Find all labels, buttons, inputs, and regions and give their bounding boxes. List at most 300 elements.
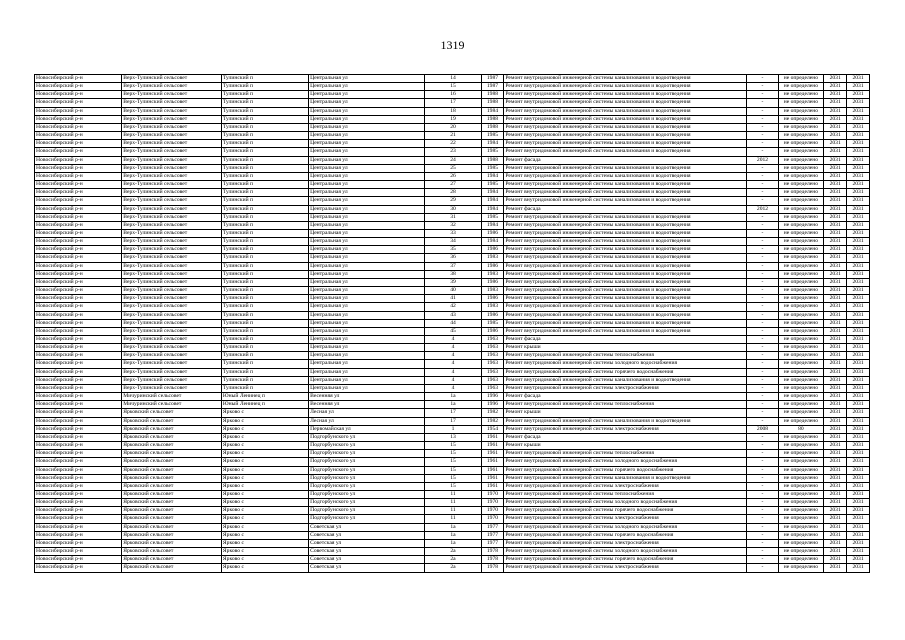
settlement-council-cell: Ярковский сельсовет [122,466,222,474]
repair-work-type-cell: Ремонт внутридомовой инженерной системы канализования и водоотведения [504,246,747,254]
locality-cell: Тулинский п [221,221,308,229]
plan-year-end-cell: 2031 [847,336,870,344]
last-repair-year-cell: - [747,368,778,376]
repair-work-type-cell: Ремонт внутридомовой инженерной системы холодного водоснабжения [504,360,747,368]
plan-year-start-cell: 2031 [824,164,847,172]
plan-year-start-cell: 2031 [824,238,847,246]
locality-cell: Тулинский п [221,156,308,164]
build-year-cell: 1984 [481,189,504,197]
settlement-council-cell: Верх-Тулинский сельсовет [122,164,222,172]
table-row [35,246,870,254]
street-cell: Советская ул [309,523,425,531]
settlement-council-cell: Верх-Тулинский сельсовет [122,172,222,180]
plan-year-end-cell: 2031 [847,172,870,180]
repair-work-type-cell: Ремонт внутридомовой инженерной системы канализования и водоотведения [504,295,747,303]
last-repair-year-cell: - [747,164,778,172]
wear-percent-cell: не определено [778,181,824,189]
build-year-cell: 1961 [481,474,504,482]
last-repair-year-cell: - [747,238,778,246]
wear-percent-cell: не определено [778,458,824,466]
plan-year-end-cell: 2031 [847,433,870,441]
plan-year-start-cell: 2031 [824,474,847,482]
build-year-cell: 1985 [481,181,504,189]
last-repair-year-cell: - [747,270,778,278]
repair-work-type-cell: Ремонт внутридомовой инженерной системы теплоснабжения [504,352,747,360]
district-cell: Новосибирский р-н [35,181,122,189]
locality-cell: Ярково с [221,474,308,482]
repair-work-type-cell: Ремонт внутридомовой инженерной системы канализования и водоотведения [504,213,747,221]
house-number-cell: 4 [425,360,481,368]
plan-year-end-cell: 2031 [847,327,870,335]
locality-cell: Тулинский п [221,123,308,131]
wear-percent-cell: не определено [778,539,824,547]
street-cell: Центральная ул [309,246,425,254]
last-repair-year-cell: - [747,172,778,180]
last-repair-year-cell: - [747,450,778,458]
street-cell: Советская ул [309,556,425,564]
plan-year-start-cell: 2031 [824,344,847,352]
house-number-cell: 1а [425,539,481,547]
street-cell: Центральная ул [309,287,425,295]
last-repair-year-cell: - [747,287,778,295]
table-row [35,181,870,189]
house-number-cell: 37 [425,262,481,270]
street-cell: Подгорбунского ул [309,490,425,498]
last-repair-year-cell: - [747,393,778,401]
build-year-cell: 1983 [481,303,504,311]
wear-percent-cell: не определено [778,221,824,229]
build-year-cell: 1984 [481,140,504,148]
settlement-council-cell: Верх-Тулинский сельсовет [122,278,222,286]
street-cell: Центральная ул [309,75,425,83]
repair-work-type-cell: Ремонт внутридомовой инженерной системы канализования и водоотведения [504,115,747,123]
plan-year-start-cell: 2031 [824,91,847,99]
settlement-council-cell: Верх-Тулинский сельсовет [122,376,222,384]
district-cell: Новосибирский р-н [35,148,122,156]
locality-cell: Тулинский п [221,99,308,107]
repair-work-type-cell: Ремонт внутридомовой инженерной системы канализования и водоотведения [504,132,747,140]
district-cell: Новосибирский р-н [35,433,122,441]
settlement-council-cell: Верх-Тулинский сельсовет [122,295,222,303]
last-repair-year-cell: - [747,490,778,498]
wear-percent-cell: не определено [778,262,824,270]
locality-cell: Тулинский п [221,270,308,278]
district-cell: Новосибирский р-н [35,197,122,205]
street-cell: Центральная ул [309,262,425,270]
house-number-cell: 28 [425,189,481,197]
locality-cell: Тулинский п [221,344,308,352]
plan-year-start-cell: 2031 [824,181,847,189]
street-cell: Центральная ул [309,197,425,205]
last-repair-year-cell: - [747,352,778,360]
build-year-cell: 1961 [481,458,504,466]
house-number-cell: 16 [425,91,481,99]
district-cell: Новосибирский р-н [35,189,122,197]
last-repair-year-cell: - [747,197,778,205]
district-cell: Новосибирский р-н [35,254,122,262]
locality-cell: Ярково с [221,458,308,466]
locality-cell: Тулинский п [221,164,308,172]
district-cell: Новосибирский р-н [35,303,122,311]
repair-work-type-cell: Ремонт фасада [504,205,747,213]
settlement-council-cell: Ярковский сельсовет [122,564,222,572]
build-year-cell: 1954 [481,425,504,433]
table-row [35,531,870,539]
district-cell: Новосибирский р-н [35,213,122,221]
repair-work-type-cell: Ремонт внутридомовой инженерной системы электроснабжения [504,384,747,392]
plan-year-end-cell: 2031 [847,123,870,131]
last-repair-year-cell: - [747,409,778,417]
build-year-cell: 1977 [481,531,504,539]
locality-cell: Ярково с [221,450,308,458]
district-cell: Новосибирский р-н [35,499,122,507]
last-repair-year-cell: - [747,433,778,441]
plan-year-start-cell: 2031 [824,556,847,564]
house-number-cell: 25 [425,164,481,172]
house-number-cell: 21 [425,132,481,140]
plan-year-end-cell: 2031 [847,376,870,384]
repair-work-type-cell: Ремонт крыши [504,409,747,417]
repair-work-type-cell: Ремонт внутридомовой инженерной системы холодного водоснабжения [504,458,747,466]
table-row [35,295,870,303]
settlement-council-cell: Ярковский сельсовет [122,442,222,450]
repair-work-type-cell: Ремонт внутридомовой инженерной системы канализования и водоотведения [504,327,747,335]
district-cell: Новосибирский р-н [35,515,122,523]
build-year-cell: 1983 [481,287,504,295]
district-cell: Новосибирский р-н [35,376,122,384]
settlement-council-cell: Ярковский сельсовет [122,507,222,515]
house-number-cell: 34 [425,238,481,246]
plan-year-start-cell: 2031 [824,115,847,123]
last-repair-year-cell: - [747,75,778,83]
plan-year-start-cell: 2031 [824,156,847,164]
street-cell: Центральная ул [309,83,425,91]
wear-percent-cell: не определено [778,107,824,115]
build-year-cell: 1988 [481,115,504,123]
settlement-council-cell: Ярковский сельсовет [122,531,222,539]
build-year-cell: 1984 [481,107,504,115]
wear-percent-cell: не определено [778,197,824,205]
last-repair-year-cell: - [747,132,778,140]
district-cell: Новосибирский р-н [35,393,122,401]
street-cell: Центральная ул [309,221,425,229]
table-row [35,417,870,425]
plan-year-end-cell: 2031 [847,450,870,458]
table-row [35,303,870,311]
settlement-council-cell: Верх-Тулинский сельсовет [122,270,222,278]
house-number-cell: 23 [425,148,481,156]
last-repair-year-cell: - [747,360,778,368]
locality-cell: Тулинский п [221,205,308,213]
plan-year-start-cell: 2031 [824,409,847,417]
house-number-cell: 1а [425,401,481,409]
table-row [35,132,870,140]
table-row [35,393,870,401]
wear-percent-cell: не определено [778,466,824,474]
capital-repair-register-table [34,74,870,573]
last-repair-year-cell: - [747,83,778,91]
street-cell: Центральная ул [309,376,425,384]
district-cell: Новосибирский р-н [35,523,122,531]
street-cell: Центральная ул [309,344,425,352]
street-cell: Подгорбунского ул [309,507,425,515]
district-cell: Новосибирский р-н [35,531,122,539]
plan-year-end-cell: 2031 [847,499,870,507]
wear-percent-cell: не определено [778,295,824,303]
settlement-council-cell: Верх-Тулинский сельсовет [122,132,222,140]
wear-percent-cell: не определено [778,393,824,401]
locality-cell: Тулинский п [221,181,308,189]
locality-cell: Тулинский п [221,107,308,115]
repair-work-type-cell: Ремонт внутридомовой инженерной системы горячего водоснабжения [504,556,747,564]
repair-work-type-cell: Ремонт внутридомовой инженерной системы канализования и водоотведения [504,376,747,384]
house-number-cell: 2а [425,556,481,564]
street-cell: Центральная ул [309,140,425,148]
house-number-cell: 38 [425,270,481,278]
street-cell: Центральная ул [309,123,425,131]
repair-work-type-cell: Ремонт внутридомовой инженерной системы канализования и водоотведения [504,238,747,246]
table-row [35,205,870,213]
plan-year-end-cell: 2031 [847,303,870,311]
table-row [35,368,870,376]
district-cell: Новосибирский р-н [35,270,122,278]
repair-work-type-cell: Ремонт внутридомовой инженерной системы канализования и водоотведения [504,172,747,180]
wear-percent-cell: не определено [778,319,824,327]
last-repair-year-cell: - [747,311,778,319]
street-cell: Подгорбунского ул [309,458,425,466]
plan-year-start-cell: 2031 [824,548,847,556]
wear-percent-cell: не определено [778,327,824,335]
plan-year-start-cell: 2031 [824,352,847,360]
last-repair-year-cell: - [747,482,778,490]
street-cell: Центральная ул [309,311,425,319]
locality-cell: Тулинский п [221,360,308,368]
plan-year-start-cell: 2031 [824,107,847,115]
house-number-cell: 4 [425,336,481,344]
locality-cell: Тулинский п [221,75,308,83]
repair-work-type-cell: Ремонт внутридомовой инженерной системы канализования и водоотведения [504,123,747,131]
wear-percent-cell: не определено [778,254,824,262]
plan-year-end-cell: 2031 [847,238,870,246]
house-number-cell: 18 [425,107,481,115]
repair-work-type-cell: Ремонт внутридомовой инженерной системы канализования и водоотведения [504,75,747,83]
plan-year-end-cell: 2031 [847,164,870,172]
last-repair-year-cell: - [747,401,778,409]
last-repair-year-cell: - [747,246,778,254]
repair-work-type-cell: Ремонт внутридомовой инженерной системы холодного водоснабжения [504,499,747,507]
build-year-cell: 1984 [481,238,504,246]
build-year-cell: 1984 [481,221,504,229]
settlement-council-cell: Ярковский сельсовет [122,548,222,556]
table-row [35,107,870,115]
street-cell: Подгорбунского ул [309,474,425,482]
plan-year-end-cell: 2031 [847,262,870,270]
locality-cell: Тулинский п [221,140,308,148]
plan-year-start-cell: 2031 [824,140,847,148]
street-cell: Лесная ул [309,417,425,425]
district-cell: Новосибирский р-н [35,548,122,556]
build-year-cell: 1970 [481,490,504,498]
plan-year-end-cell: 2031 [847,287,870,295]
table-row [35,148,870,156]
locality-cell: Ярково с [221,417,308,425]
district-cell: Новосибирский р-н [35,140,122,148]
locality-cell: Тулинский п [221,262,308,270]
house-number-cell: 1а [425,393,481,401]
house-number-cell: 45 [425,327,481,335]
locality-cell: Ярково с [221,556,308,564]
street-cell: Центральная ул [309,156,425,164]
street-cell: Центральная ул [309,254,425,262]
table-row [35,99,870,107]
house-number-cell: 17 [425,99,481,107]
street-cell: Советская ул [309,531,425,539]
plan-year-end-cell: 2031 [847,368,870,376]
settlement-council-cell: Верх-Тулинский сельсовет [122,123,222,131]
district-cell: Новосибирский р-н [35,164,122,172]
table-row [35,450,870,458]
plan-year-start-cell: 2031 [824,564,847,572]
wear-percent-cell: не определено [778,523,824,531]
table-row [35,539,870,547]
wear-percent-cell: не определено [778,450,824,458]
build-year-cell: 1986 [481,327,504,335]
plan-year-end-cell: 2031 [847,115,870,123]
build-year-cell: 1970 [481,499,504,507]
build-year-cell: 1978 [481,564,504,572]
wear-percent-cell: не определено [778,123,824,131]
table-row [35,433,870,441]
repair-work-type-cell: Ремонт внутридомовой инженерной системы теплоснабжения [504,490,747,498]
district-cell: Новосибирский р-н [35,295,122,303]
build-year-cell: 1996 [481,401,504,409]
house-number-cell: 42 [425,303,481,311]
wear-percent-cell: не определено [778,384,824,392]
wear-percent-cell: не определено [778,238,824,246]
table-row [35,548,870,556]
last-repair-year-cell: - [747,458,778,466]
build-year-cell: 1963 [481,352,504,360]
last-repair-year-cell: 2012 [747,205,778,213]
district-cell: Новосибирский р-н [35,442,122,450]
plan-year-end-cell: 2031 [847,311,870,319]
house-number-cell: 19 [425,115,481,123]
settlement-council-cell: Верх-Тулинский сельсовет [122,107,222,115]
last-repair-year-cell: - [747,123,778,131]
street-cell: Центральная ул [309,229,425,237]
repair-work-type-cell: Ремонт фасада [504,393,747,401]
table-row [35,466,870,474]
plan-year-end-cell: 2031 [847,466,870,474]
build-year-cell: 1978 [481,556,504,564]
repair-work-type-cell: Ремонт внутридомовой инженерной системы горячего водоснабжения [504,368,747,376]
table-row [35,262,870,270]
build-year-cell: 1988 [481,99,504,107]
repair-work-type-cell: Ремонт внутридомовой инженерной системы холодного водоснабжения [504,548,747,556]
district-cell: Новосибирский р-н [35,262,122,270]
locality-cell: Ярково с [221,490,308,498]
table-row [35,75,870,83]
table-row [35,270,870,278]
locality-cell: Тулинский п [221,115,308,123]
plan-year-end-cell: 2031 [847,75,870,83]
wear-percent-cell: не определено [778,164,824,172]
plan-year-start-cell: 2031 [824,205,847,213]
district-cell: Новосибирский р-н [35,205,122,213]
plan-year-end-cell: 2031 [847,556,870,564]
street-cell: Центральная ул [309,132,425,140]
street-cell: Центральная ул [309,172,425,180]
district-cell: Новосибирский р-н [35,417,122,425]
repair-work-type-cell: Ремонт внутридомовой инженерной системы электроснабжения [504,482,747,490]
repair-work-type-cell: Ремонт внутридомовой инженерной системы канализования и водоотведения [504,474,747,482]
wear-percent-cell: не определено [778,564,824,572]
house-number-cell: 4 [425,376,481,384]
build-year-cell: 1961 [481,433,504,441]
locality-cell: Тулинский п [221,295,308,303]
plan-year-end-cell: 2031 [847,539,870,547]
street-cell: Советская ул [309,564,425,572]
build-year-cell: 1982 [481,409,504,417]
house-number-cell: 15 [425,474,481,482]
build-year-cell: 1977 [481,539,504,547]
wear-percent-cell: не определено [778,270,824,278]
page-number: 1319 [440,38,465,52]
last-repair-year-cell: - [747,548,778,556]
plan-year-start-cell: 2031 [824,246,847,254]
locality-cell: Ярково с [221,482,308,490]
district-cell: Новосибирский р-н [35,221,122,229]
repair-work-type-cell: Ремонт крыши [504,442,747,450]
plan-year-end-cell: 2031 [847,474,870,482]
wear-percent-cell: не определено [778,401,824,409]
settlement-council-cell: Верх-Тулинский сельсовет [122,303,222,311]
repair-work-type-cell: Ремонт внутридомовой инженерной системы холодного водоснабжения [504,523,747,531]
table-row [35,458,870,466]
district-cell: Новосибирский р-н [35,172,122,180]
street-cell: Подгорбунского ул [309,442,425,450]
plan-year-end-cell: 2031 [847,409,870,417]
street-cell: Центральная ул [309,319,425,327]
table-row [35,409,870,417]
build-year-cell: 1970 [481,515,504,523]
settlement-council-cell: Ярковский сельсовет [122,539,222,547]
settlement-council-cell: Ярковский сельсовет [122,556,222,564]
repair-work-type-cell: Ремонт крыши [504,344,747,352]
table-row [35,474,870,482]
build-year-cell: 1984 [481,172,504,180]
table-row [35,442,870,450]
street-cell: Подгорбунского ул [309,482,425,490]
plan-year-start-cell: 2031 [824,75,847,83]
plan-year-end-cell: 2031 [847,205,870,213]
last-repair-year-cell: - [747,442,778,450]
street-cell: Центральная ул [309,213,425,221]
last-repair-year-cell: - [747,91,778,99]
house-number-cell: 41 [425,295,481,303]
repair-work-type-cell: Ремонт фасада [504,433,747,441]
locality-cell: Тулинский п [221,303,308,311]
settlement-council-cell: Верх-Тулинский сельсовет [122,156,222,164]
street-cell: Центральная ул [309,360,425,368]
wear-percent-cell: не определено [778,433,824,441]
locality-cell: Тулинский п [221,83,308,91]
settlement-council-cell: Верх-Тулинский сельсовет [122,246,222,254]
locality-cell: Юный Ленинец п [221,393,308,401]
table-row [35,376,870,384]
settlement-council-cell: Ярковский сельсовет [122,490,222,498]
wear-percent-cell: не определено [778,409,824,417]
